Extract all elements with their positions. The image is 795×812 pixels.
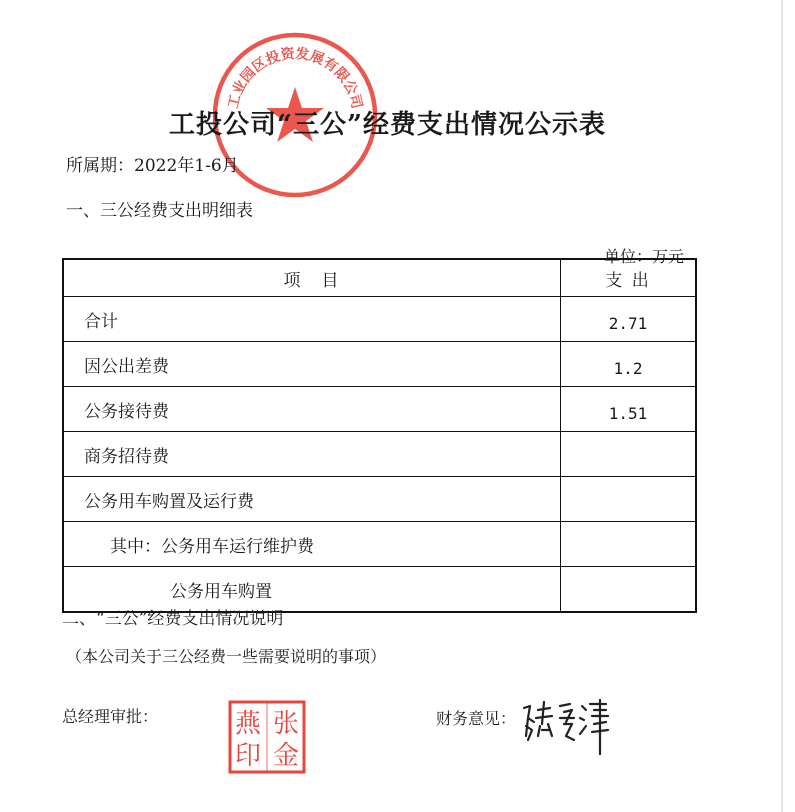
- stamp-char: 张: [272, 709, 300, 739]
- row-name: 合计: [63, 297, 561, 342]
- approval-label: 总经理审批：: [62, 707, 159, 726]
- table-row: [63, 477, 696, 522]
- page-title: 工投公司“三公”经费支出情况公示表: [169, 110, 606, 140]
- stamp-char: 印: [234, 741, 262, 771]
- explanation-note: （本公司关于三公经费一些需要说明的事项）: [66, 647, 387, 666]
- seal-text: 工业园区投资发展有限公司: [225, 45, 365, 111]
- table-row: [63, 297, 696, 342]
- period-label: 所属期：2022年1-6月: [66, 156, 239, 176]
- stamp-char: 金: [272, 741, 300, 771]
- section1-heading: 一、三公经费支出明细表: [66, 201, 253, 221]
- row-name: 公务用车购置: [63, 567, 561, 613]
- row-value: 2.71: [561, 297, 697, 342]
- table-row: [63, 432, 696, 477]
- table-header-row: [63, 259, 696, 297]
- row-value: [561, 567, 697, 613]
- row-name: 因公出差费: [63, 342, 561, 387]
- row-name: 商务招待费: [63, 432, 561, 477]
- row-value: 1.51: [561, 387, 697, 432]
- stamp-char: 燕: [234, 709, 262, 739]
- row-value: [561, 432, 697, 477]
- row-name: 其中：公务用车运行维护费: [63, 522, 561, 567]
- row-value: [561, 477, 697, 522]
- table-row: [63, 522, 696, 567]
- table-row: [63, 387, 696, 432]
- table-row: [63, 342, 696, 387]
- header-expense: 支 出: [561, 259, 697, 297]
- name-stamp: [228, 700, 306, 774]
- row-name: 公务用车购置及运行费: [63, 477, 561, 522]
- header-item: 项 目: [63, 259, 561, 297]
- finance-label: 财务意见：: [436, 709, 517, 728]
- row-value: [561, 522, 697, 567]
- row-name: 公务接待费: [63, 387, 561, 432]
- section2-heading: 二、“三公”经费支出情况说明: [62, 609, 284, 629]
- handwritten-signature: [520, 696, 612, 758]
- expense-table: [62, 258, 697, 613]
- unit-label: 单位：万元: [604, 247, 685, 266]
- row-value: 1.2: [561, 342, 697, 387]
